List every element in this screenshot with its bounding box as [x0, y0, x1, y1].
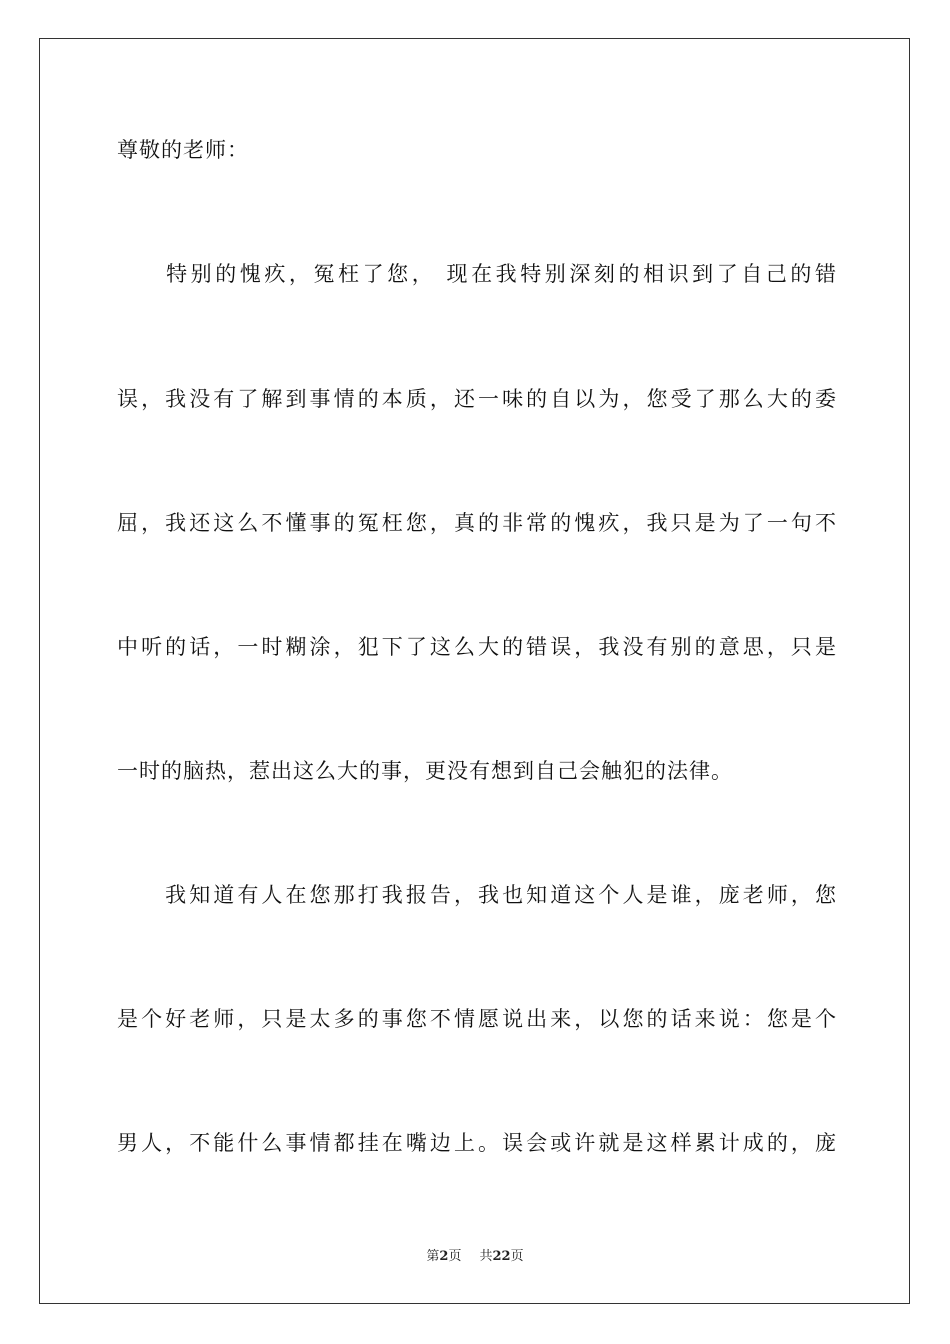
salutation: 尊敬的老师：: [117, 138, 249, 162]
body-line: 男人，不能什么事情都挂在嘴边上。误会或许就是这样累计成的，庞: [117, 1131, 837, 1155]
body-line: 误，我没有了解到事情的本质，还一味的自以为，您受了那么大的委: [117, 387, 837, 411]
body-line: 我知道有人在您那打我报告，我也知道这个人是谁，庞老师，您: [117, 883, 837, 907]
body-line: 是个好老师，只是太多的事您不情愿说出来，以您的话来说：您是个: [117, 1007, 837, 1031]
page-footer: [0, 1248, 950, 1266]
footer-total-prefix: 共: [479, 1249, 493, 1264]
body-line: 一时的脑热，惹出这么大的事，更没有想到自己会触犯的法律。: [117, 759, 733, 783]
footer-total-pages: 22: [492, 1249, 511, 1264]
body-line: 屈，我还这么不懂事的冤枉您，真的非常的愧疚，我只是为了一句不: [117, 511, 837, 535]
body-line: 中听的话，一时糊涂，犯下了这么大的错误，我没有别的意思，只是: [117, 635, 837, 659]
footer-page-number: 2: [439, 1249, 449, 1264]
footer-total-suffix: 页: [510, 1249, 524, 1264]
page-border: [39, 38, 910, 1304]
footer-page-suffix: 页: [448, 1249, 462, 1264]
body-line: 特别的愧疚，冤枉了您， 现在我特别深刻的相识到了自己的错: [117, 262, 837, 286]
footer-page-prefix: 第: [426, 1249, 440, 1264]
